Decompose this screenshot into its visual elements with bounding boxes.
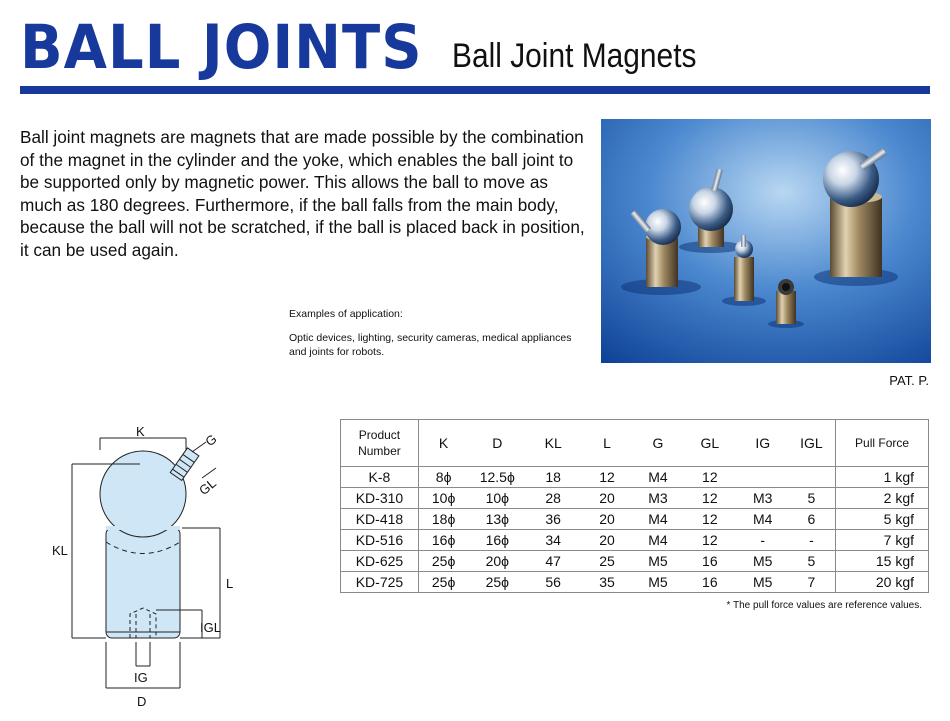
diagram-label-l: L <box>226 576 234 591</box>
col-header: IG <box>738 420 788 467</box>
col-header: D <box>468 420 526 467</box>
table-row <box>341 488 929 509</box>
patent-note: PAT. P. <box>889 373 929 388</box>
table-cell: 2 kgf <box>836 488 929 509</box>
col-header: IGL <box>788 420 836 467</box>
table-cell: 36 <box>526 509 580 530</box>
col-header: KL <box>526 420 580 467</box>
diagram-label-igl: IGL <box>200 620 221 635</box>
diagram-label-gl: GL <box>196 475 219 499</box>
table-cell: M4 <box>634 530 682 551</box>
col-header: G <box>634 420 682 467</box>
table-cell: - <box>738 530 788 551</box>
examples-text: Optic devices, lighting, security cameras, medical appliances and joints for robots. <box>289 332 572 358</box>
table-cell: 5 kgf <box>836 509 929 530</box>
table-cell: 20 <box>580 488 634 509</box>
table-row <box>341 509 929 530</box>
table-cell: - <box>788 530 836 551</box>
table-cell: 5 <box>788 488 836 509</box>
table-cell: 16 <box>682 551 738 572</box>
diagram-label-g: G <box>202 431 220 450</box>
table-cell: 35 <box>580 572 634 593</box>
table-row <box>341 572 929 593</box>
table-cell: 20 kgf <box>836 572 929 593</box>
table-cell: 10ϕ <box>418 488 468 509</box>
table-cell: M5 <box>634 551 682 572</box>
table-cell: 8ϕ <box>418 467 468 488</box>
table-cell: M5 <box>738 572 788 593</box>
col-header: K <box>418 420 468 467</box>
diagram-label-ig: IG <box>134 670 148 685</box>
table-cell: 25 <box>580 551 634 572</box>
table-cell: 56 <box>526 572 580 593</box>
table-cell: 12 <box>682 467 738 488</box>
table-cell: 13ϕ <box>468 509 526 530</box>
header-rule <box>20 86 930 94</box>
table-row <box>341 467 929 488</box>
col-header: L <box>580 420 634 467</box>
table-row <box>341 551 929 572</box>
table-cell: M4 <box>634 509 682 530</box>
diagram-label-k: K <box>136 424 145 439</box>
table-row <box>341 530 929 551</box>
table-cell: M4 <box>634 467 682 488</box>
table-cell: 25ϕ <box>468 572 526 593</box>
table-cell: 15 kgf <box>836 551 929 572</box>
table-cell: K-8 <box>341 467 419 488</box>
table-cell: 20 <box>580 509 634 530</box>
examples-title: Examples of application: <box>289 308 403 320</box>
col-header: Product Number <box>341 420 419 467</box>
table-cell: 18ϕ <box>418 509 468 530</box>
table-cell: 12 <box>682 488 738 509</box>
table-cell: 12 <box>580 467 634 488</box>
table-cell: M5 <box>738 551 788 572</box>
table-header-row <box>341 420 929 467</box>
reference-note: * The pull force values are reference values. <box>726 600 922 611</box>
intro-paragraph: Ball joint magnets are magnets that are made possible by the combination of the magnet in the cylinder and the yoke, which enables the ball joint to be supported only by magnetic power. This allows the ball to move as much as 180 degrees. Furthermore, if the ball falls from the main body, because the ball will not be scratched, if the ball is placed back in position, it can be used again. <box>20 127 585 260</box>
table-cell: KD-310 <box>341 488 419 509</box>
table-cell: 25ϕ <box>418 551 468 572</box>
spec-table <box>340 419 929 593</box>
table-cell: 47 <box>526 551 580 572</box>
table-cell: M3 <box>634 488 682 509</box>
table-cell: 10ϕ <box>468 488 526 509</box>
page-subtitle: Ball Joint Magnets <box>452 37 697 75</box>
brand-title: BALL JOINTS <box>20 12 423 83</box>
table-cell: 28 <box>526 488 580 509</box>
table-cell: KD-625 <box>341 551 419 572</box>
table-cell: 25ϕ <box>418 572 468 593</box>
product-photo <box>601 119 931 363</box>
table-cell: 7 <box>788 572 836 593</box>
table-cell <box>738 467 788 488</box>
ball-joint-diagram <box>44 420 244 720</box>
table-cell: 18 <box>526 467 580 488</box>
col-header: GL <box>682 420 738 467</box>
table-cell: M3 <box>738 488 788 509</box>
col-header: Pull Force <box>836 420 929 467</box>
table-cell: 12.5ϕ <box>468 467 526 488</box>
table-cell: 5 <box>788 551 836 572</box>
table-cell: KD-418 <box>341 509 419 530</box>
table-cell: KD-725 <box>341 572 419 593</box>
table-cell: 6 <box>788 509 836 530</box>
table-cell: 1 kgf <box>836 467 929 488</box>
diagram-label-kl: KL <box>52 543 68 558</box>
table-cell: 12 <box>682 530 738 551</box>
table-cell: 12 <box>682 509 738 530</box>
table-cell: 7 kgf <box>836 530 929 551</box>
table-cell: 16ϕ <box>418 530 468 551</box>
table-cell: 34 <box>526 530 580 551</box>
application-examples <box>289 307 589 359</box>
table-cell <box>788 467 836 488</box>
table-cell: M4 <box>738 509 788 530</box>
table-cell: M5 <box>634 572 682 593</box>
table-cell: 20ϕ <box>468 551 526 572</box>
table-cell: 16ϕ <box>468 530 526 551</box>
table-cell: 20 <box>580 530 634 551</box>
diagram-label-d: D <box>137 694 147 709</box>
table-cell: KD-516 <box>341 530 419 551</box>
table-cell: 16 <box>682 572 738 593</box>
